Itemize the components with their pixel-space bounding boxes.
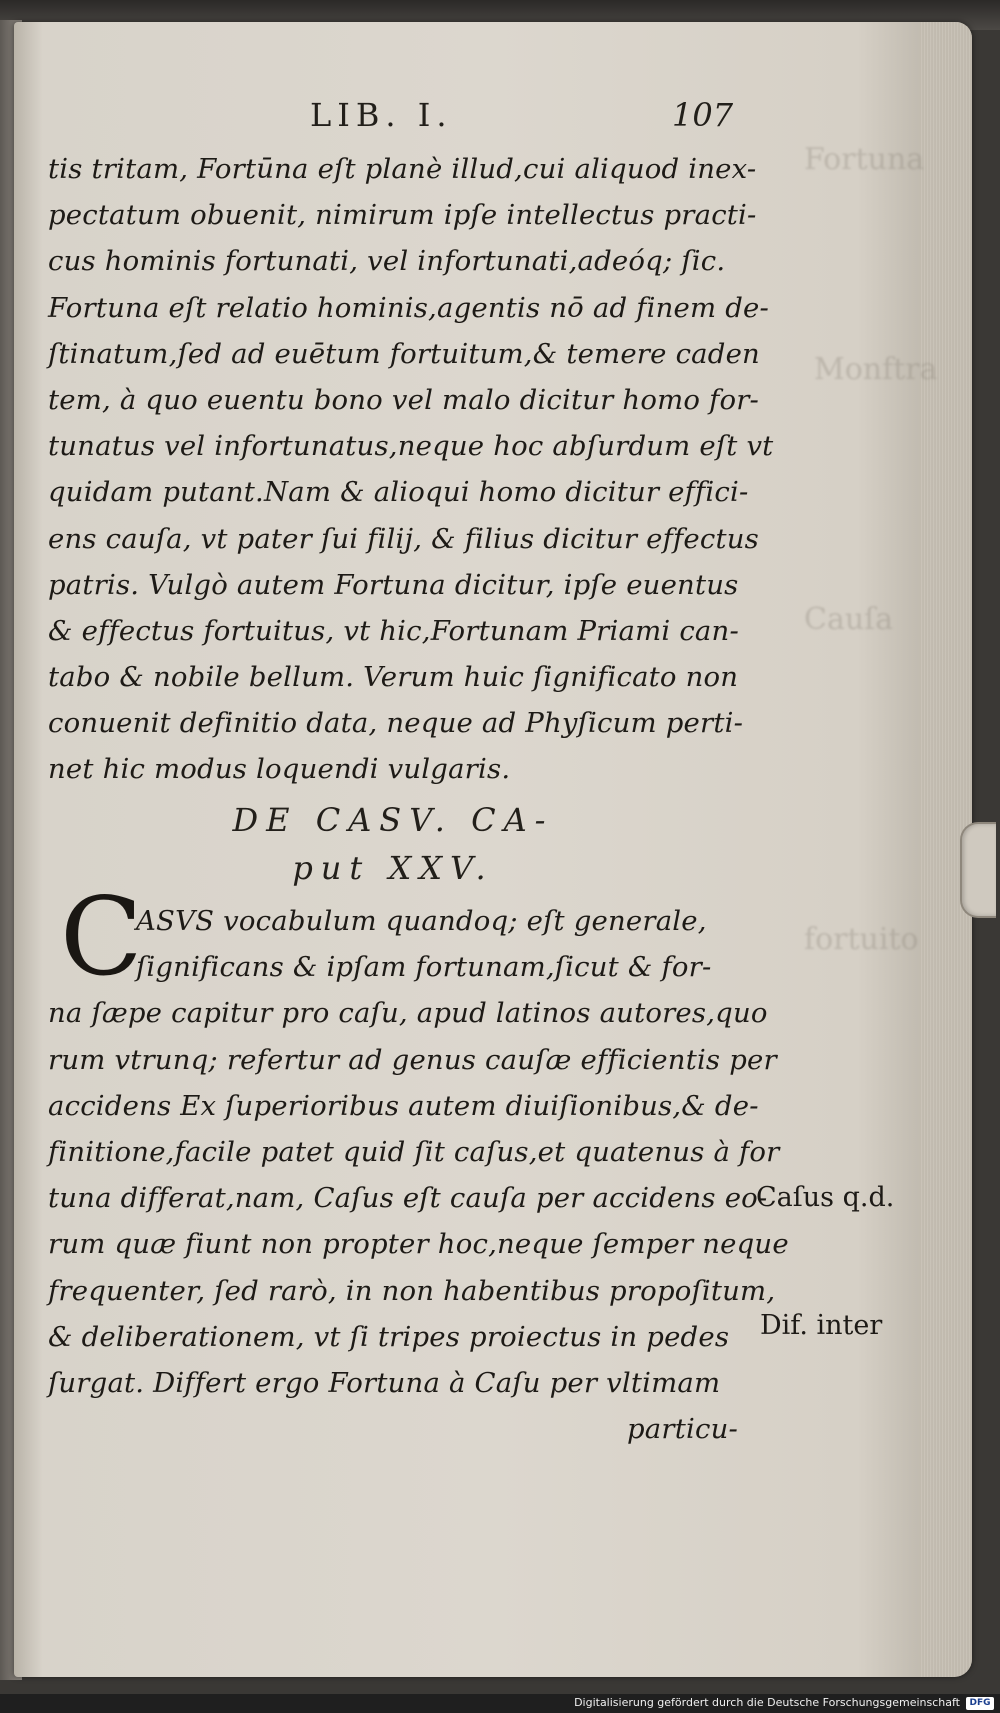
page-number: 107 bbox=[672, 96, 734, 134]
show-through-text: fortuito bbox=[804, 922, 919, 957]
text-line: Fortuna eſt relatio hominis,agentis nō ad finem de- bbox=[48, 291, 769, 324]
paragraph-fortuna bbox=[48, 146, 774, 793]
text-line: ſignificans & ipſam fortunam,ſicut & for- bbox=[136, 951, 712, 984]
marginal-note-casus: Caſus q.d. bbox=[756, 1182, 895, 1213]
text-line: & effectus fortuitus, vt hic,Fortunam Priami can- bbox=[48, 614, 739, 647]
marginal-note-differentia: Dif. inter bbox=[760, 1310, 883, 1341]
text-line: finitione,facile patet quid ſit caſus,et quatenus à for bbox=[48, 1135, 780, 1168]
text-line: frequenter, ſed rarò, in non habentibus propoſitum, bbox=[48, 1274, 776, 1307]
show-through-text: Fortuna bbox=[804, 142, 925, 177]
text-line: tem, à quo euentu bono vel malo dicitur homo for- bbox=[48, 383, 760, 416]
text-line: ens cauſa, vt pater ſui filij, & filius dicitur effectus bbox=[48, 522, 759, 555]
running-head: LIB. I. bbox=[310, 96, 453, 134]
text-line: & deliberationem, vt ſi tripes proiectus in pedes bbox=[48, 1320, 730, 1353]
text-line: accidens Ex ſuperioribus autem diuiſionibus,& de- bbox=[48, 1089, 759, 1122]
text-line: rum quæ fiunt non propter hoc,neque ſemper neque bbox=[48, 1228, 789, 1261]
show-through-text: Cauſa bbox=[804, 602, 894, 637]
chapter-heading-line-1: DE CASV. CA- bbox=[232, 801, 554, 839]
text-line: ſtinatum,ſed ad euētum fortuitum,& temere caden bbox=[48, 337, 760, 370]
text-line: tis tritam, Fortūna eſt planè illud,cui aliquod inex- bbox=[48, 153, 757, 185]
text-line: rum vtrunq; refertur ad genus cauſæ efficientis per bbox=[48, 1043, 777, 1076]
text-line: ASVS vocabulum quandoq; eſt generale, bbox=[136, 905, 707, 937]
text-line: quidam putant.Nam & alioqui homo dicitur effici- bbox=[48, 476, 749, 509]
paragraph-casus bbox=[48, 875, 789, 1452]
text-line: pectatum obuenit, nimirum ipſe intellectus practi- bbox=[48, 199, 757, 232]
text-line: tuna differat,nam, Caſus eſt cauſa per accidens eo- bbox=[48, 1182, 768, 1215]
text-line: ſurgat. Differt ergo Fortuna à Caſu per vltimam bbox=[48, 1366, 721, 1399]
text-line: patris. Vulgò autem Fortuna dicitur, ipſe euentus bbox=[48, 568, 739, 601]
chapter-heading bbox=[48, 796, 738, 892]
text-line: net hic modus loquendi vulgaris. bbox=[48, 753, 511, 786]
digitization-credit: Digitalisierung gefördert durch die Deutsche Forschungsgemeinschaft bbox=[574, 1696, 960, 1709]
chapter-heading-line-2: put XXV. bbox=[292, 849, 494, 887]
text-line: na ſæpe capitur pro caſu, apud latinos autores,quo bbox=[48, 997, 768, 1030]
catchword: particu- bbox=[627, 1413, 738, 1446]
text-line: cus hominis fortunati, vel infortunati,adeóq; ſic. bbox=[48, 245, 726, 278]
drop-cap: C bbox=[60, 875, 143, 1000]
text-line: tunatus vel infortunatus,neque hoc abſurdum eſt vt bbox=[48, 430, 774, 463]
text-line: tabo & nobile bellum. Verum huic ſignificato non bbox=[48, 661, 739, 694]
show-through-text: Monftra bbox=[814, 352, 938, 387]
text-line: conuenit definitio data, neque ad Phyſicum perti- bbox=[48, 707, 744, 740]
dfg-logo-icon: DFG bbox=[966, 1697, 994, 1710]
book-clasp bbox=[960, 822, 996, 918]
